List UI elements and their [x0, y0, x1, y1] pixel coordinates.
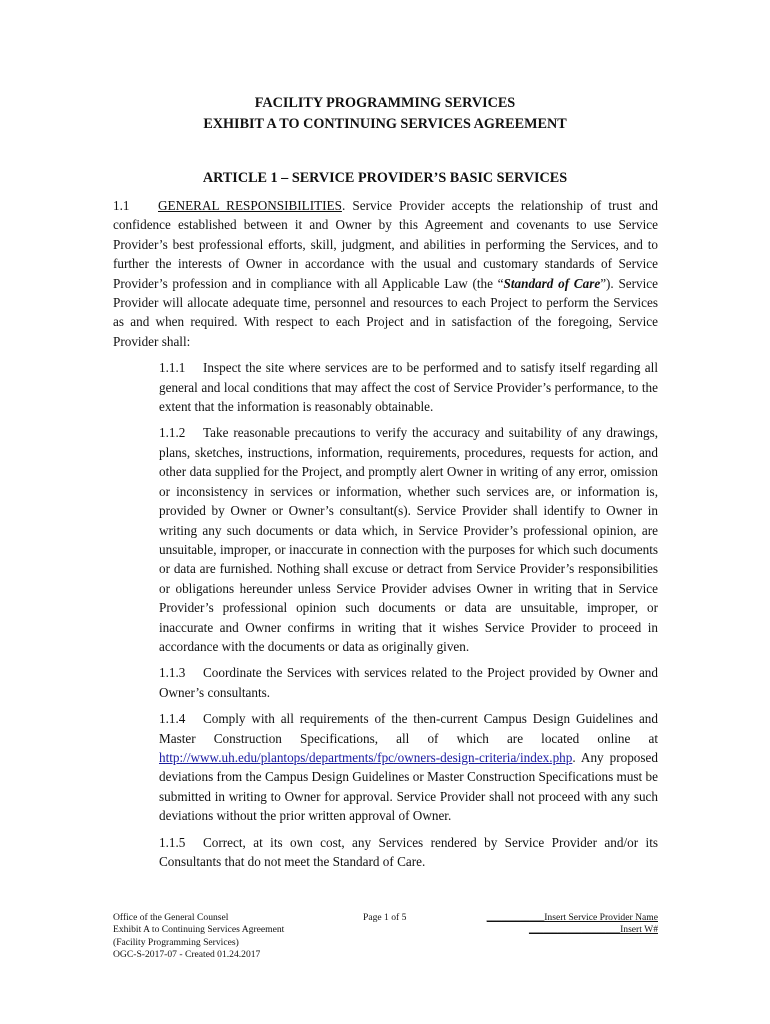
subsection-text: Comply with all requirements of the then-current Campus Design Guidelines and Master Construction Specifications, all of which are located online at — [159, 711, 658, 746]
subsection-number: 1.1.2 — [159, 425, 186, 441]
page-footer — [113, 912, 658, 972]
standard-of-care-term: Standard of Care — [503, 275, 601, 291]
article-heading: ARTICLE 1 – SERVICE PROVIDER’S BASIC SERVICES — [202, 170, 568, 186]
design-criteria-link[interactable]: http://www.uh.edu/plantops/departments/fpc/owners-design-criteria/index.php — [159, 749, 573, 765]
document-body — [113, 196, 658, 871]
section-text-end: ”). Service Provider will allocate adequate time, personnel and resources to each Project to perform the Services as and when required. With respect to each Project and in satisfaction of the foregoing, Service Provider shall: — [113, 275, 658, 349]
title-line-1: FACILITY PROGRAMMING SERVICES — [254, 95, 516, 111]
subsection-1-1-1 — [159, 358, 658, 416]
footer-provider-info — [487, 912, 658, 937]
page-number: Page 1 of 5 — [363, 912, 407, 923]
title-line-2: EXHIBIT A TO CONTINUING SERVICES AGREEMENT — [203, 116, 567, 132]
subsection-number: 1.1.4 — [159, 711, 186, 727]
footer-line-1: Office of the General Counsel — [113, 912, 229, 923]
subsection-text: Take reasonable precautions to verify the accuracy and suitability of any drawings, plans, sketches, instructions, information, requirements, procedures, requests for action, and other data supplied for the Project, and promptly alert Owner in writing of any error, omission or inconsistency in services or information, whether such services are, or information is, provided by Owner or Owner’s consultant(s). Service Provider shall identify to Owner in writing any such documents or data which, in Service Provider’s professional opinion, are unsuitable, improper, or inaccurate in connection with the purposes for which such documents or data are furnished. Nothing shall excuse or detract from Service Provider’s responsibilities or obligations hereunder unless Service Provider advises Owner in writing that in Service Provider’s professional opinion such documents or data are unsuitable, improper, or inaccurate and Owner confirms in writing that it wishes Service Provider to proceed in accordance with the documents or data as originally given. — [159, 425, 658, 654]
subsection-text-end: . Any proposed deviations from the Campus Design Guidelines or Master Construction Specifications must be submitted in writing to Owner for approval. Service Provider shall not proceed with any such deviations without the prior written approval of Owner. — [159, 749, 658, 824]
subsection-1-1-5 — [159, 833, 658, 872]
section-number: 1.1 — [113, 198, 130, 213]
section-heading: GENERAL RESPONSIBILITIES — [158, 198, 342, 213]
subsection-number: 1.1.5 — [159, 834, 186, 850]
subsection-text: Coordinate the Services with services related to the Project provided by Owner and Owner’s consultants. — [159, 665, 658, 700]
subsection-number: 1.1.1 — [159, 360, 186, 376]
document-title — [0, 93, 770, 135]
footer-office-info — [113, 912, 284, 962]
subsection-1-1-3 — [159, 663, 658, 702]
section-text: . Service Provider accepts the relationship of trust and confidence established between it and Owner by this Agreement and covenants to use Service Provider’s best professional efforts, skill, judgment, and abilities in performing the Services, and to further the interests of Owner in accordance with the usual and customary standards of Service Provider’s profession and in compliance with all Applicable Law (the “ — [113, 198, 658, 291]
section-1-1 — [113, 196, 658, 351]
subsection-text: Inspect the site where services are to be performed and to satisfy itself regarding all general and local conditions that may affect the cost of Service Provider’s performance, to the extent that the information is reasonably obtainable. — [159, 360, 658, 415]
footer-line-2: Exhibit A to Continuing Services Agreement — [113, 924, 285, 936]
provider-name-field: ____________Insert Service Provider Name — [486, 912, 658, 923]
footer-line-3: (Facility Programming Services) — [113, 936, 239, 948]
w-number-field: ___________________Insert W# — [528, 924, 658, 936]
subsection-text: Correct, at its own cost, any Services rendered by Service Provider and/or its Consultants that do not meet the Standard of Care. — [159, 834, 658, 869]
subsection-1-1-4 — [159, 709, 658, 825]
subsection-number: 1.1.3 — [159, 665, 186, 681]
footer-line-4: OGC-S-2017-07 - Created 01.24.2017 — [113, 949, 261, 961]
subsection-1-1-2 — [159, 423, 658, 656]
